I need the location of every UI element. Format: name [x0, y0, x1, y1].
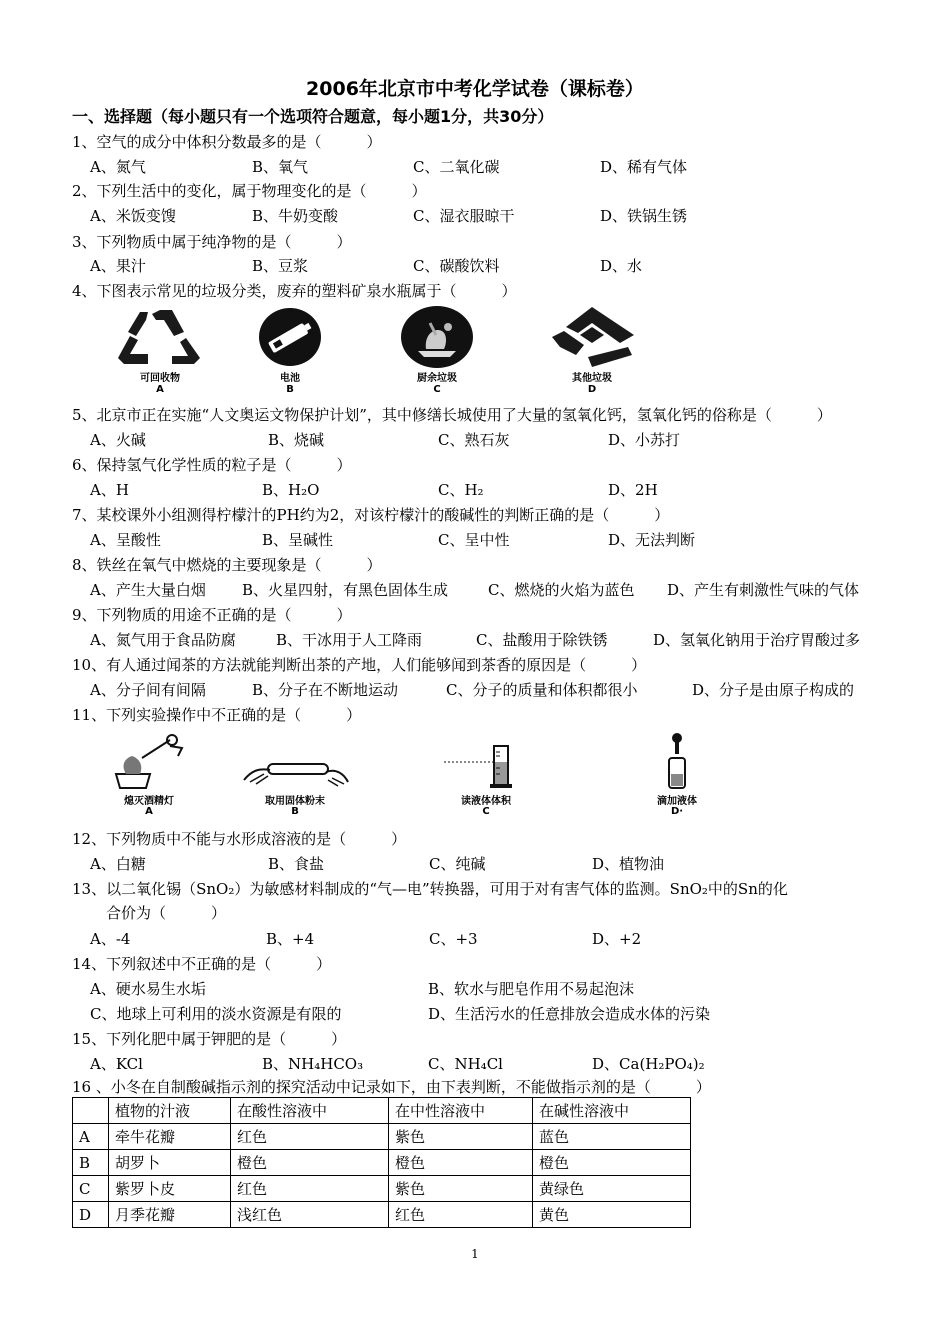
fig11-caption-a: 熄灭酒精灯 [124, 796, 174, 807]
q13-option-d: D、+2 [592, 930, 642, 948]
table-row [73, 1176, 691, 1202]
q2-option-a: A、米饭变馊 [90, 207, 176, 225]
question-12-stem: 12、下列物质中不能与水形成溶液的是（ ） [72, 830, 407, 848]
battery-icon [258, 307, 322, 367]
q13-option-c: C、+3 [429, 930, 478, 948]
table-row [73, 1202, 691, 1228]
question-13-stem-continued: 合价为（ ） [106, 904, 227, 922]
section-heading: 一、选择题（每小题只有一个选项符合题意，每小题1分，共30分） [72, 107, 554, 126]
table-row [73, 1124, 691, 1150]
table-header-cell: 在中性溶液中 [389, 1098, 533, 1124]
q8-option-a: A、产生大量白烟 [90, 581, 206, 599]
q10-option-a: A、分子间有间隔 [90, 681, 206, 699]
indicator-table [72, 1097, 691, 1228]
question-3-stem: 3、下列物质中属于纯净物的是（ ） [72, 233, 352, 251]
question-6-stem: 6、保持氢气化学性质的粒子是（ ） [72, 456, 352, 474]
table-cell: 蓝色 [533, 1124, 691, 1150]
fig4-letter-d: D [587, 384, 597, 395]
q9-option-a: A、氮气用于食品防腐 [90, 631, 236, 649]
table-cell: 浅红色 [231, 1202, 389, 1228]
q5-option-a: A、火碱 [90, 431, 146, 449]
table-cell: 胡罗卜 [109, 1150, 231, 1176]
q14-option-c: C、地球上可利用的淡水资源是有限的 [90, 1005, 342, 1023]
q15-option-a: A、KCl [90, 1055, 143, 1073]
q10-option-b: B、分子在不断地运动 [252, 681, 399, 699]
fig4-caption-d: 其他垃圾 [572, 373, 612, 384]
q10-option-d: D、分子是由原子构成的 [692, 681, 855, 699]
q8-option-b: B、火星四射，有黑色固体生成 [242, 581, 449, 599]
page-title: 2006年北京市中考化学试卷（课标卷） [306, 78, 644, 100]
table-cell: 红色 [389, 1202, 533, 1228]
q15-option-c: C、NH₄Cl [428, 1055, 503, 1073]
question-4-stem: 4、下图表示常见的垃圾分类，废弃的塑料矿泉水瓶属于（ ） [72, 282, 517, 300]
table-header-cell: 植物的汁液 [109, 1098, 231, 1124]
fig11-caption-d: 滴加液体 [657, 796, 697, 807]
q15-option-b: B、NH₄HCO₃ [262, 1055, 364, 1073]
q5-option-d: D、小苏打 [608, 431, 681, 449]
table-cell: 黄绿色 [533, 1176, 691, 1202]
table-header-cell [73, 1098, 109, 1124]
table-cell: 黄色 [533, 1202, 691, 1228]
test-tube-powder-icon [240, 752, 350, 788]
table-cell: 紫色 [389, 1124, 533, 1150]
fig11-caption-b: 取用固体粉末 [265, 796, 325, 807]
table-header-cell: 在酸性溶液中 [231, 1098, 389, 1124]
q2-option-c: C、湿衣服晾干 [413, 207, 515, 225]
q8-option-c: C、燃烧的火焰为蓝色 [488, 581, 635, 599]
table-cell: 橙色 [231, 1150, 389, 1176]
q3-option-c: C、碳酸饮料 [413, 257, 500, 275]
q6-option-a: A、H [90, 481, 129, 499]
q3-option-a: A、果汁 [90, 257, 146, 275]
q7-option-d: D、无法判断 [608, 531, 696, 549]
question-5-stem: 5、北京市正在实施“人文奥运文物保护计划”，其中修缮长城使用了大量的氢氧化钙，氢氧化钙的俗称是（ ） [72, 406, 832, 424]
q8-option-d: D、产生有刺激性气味的气体 [667, 581, 860, 599]
fig11-letter-c: C [482, 806, 490, 817]
fig4-caption-c: 厨余垃圾 [417, 373, 457, 384]
table-cell: A [73, 1124, 109, 1150]
q9-option-c: C、盐酸用于除铁锈 [476, 631, 608, 649]
q13-option-a: A、-4 [90, 930, 131, 948]
alcohol-lamp-icon [112, 734, 186, 790]
q6-option-b: B、H₂O [262, 481, 320, 499]
question-2-stem: 2、下列生活中的变化，属于物理变化的是（ ） [72, 182, 427, 200]
q12-option-d: D、植物油 [592, 855, 665, 873]
q5-option-b: B、烧碱 [268, 431, 325, 449]
q3-option-d: D、水 [600, 257, 643, 275]
question-16-stem: 16 、小冬在自制酸碱指示剂的探究活动中记录如下，由下表判断，不能做指示剂的是（ ） [72, 1078, 711, 1096]
question-15-stem: 15、下列化肥中属于钾肥的是（ ） [72, 1030, 347, 1048]
q9-option-b: B、干冰用于人工降雨 [276, 631, 423, 649]
q1-option-d: D、稀有气体 [600, 158, 688, 176]
table-cell: 橙色 [533, 1150, 691, 1176]
q7-option-b: B、呈碱性 [262, 531, 334, 549]
table-cell: 红色 [231, 1124, 389, 1150]
food-waste-icon [400, 305, 474, 369]
q9-option-d: D、氢氧化钠用于治疗胃酸过多 [653, 631, 861, 649]
question-7-stem: 7、某校课外小组测得柠檬汁的PH约为2，对该柠檬汁的酸碱性的判断正确的是（ ） [72, 506, 670, 524]
other-waste-icon [548, 305, 636, 369]
table-header-row [73, 1098, 691, 1124]
page-number: 1 [471, 1247, 479, 1261]
q14-option-a: A、硬水易生水垢 [90, 980, 206, 998]
fig4-letter-b: B [286, 384, 294, 395]
dropper-icon [664, 732, 690, 790]
table-cell: 牵牛花瓣 [109, 1124, 231, 1150]
question-8-stem: 8、铁丝在氧气中燃烧的主要现象是（ ） [72, 556, 382, 574]
fig4-caption-a: 可回收物 [140, 373, 180, 384]
q1-option-c: C、二氧化碳 [413, 158, 500, 176]
q13-option-b: B、+4 [266, 930, 315, 948]
question-1-stem: 1、空气的成分中体积分数最多的是（ ） [72, 133, 382, 151]
q14-option-d: D、生活污水的任意排放会造成水体的污染 [428, 1005, 711, 1023]
q1-option-b: B、氧气 [252, 158, 309, 176]
question-9-stem: 9、下列物质的用途不正确的是（ ） [72, 606, 352, 624]
q14-option-b: B、软水与肥皂作用不易起泡沫 [428, 980, 635, 998]
question-11-stem: 11、下列实验操作中不正确的是（ ） [72, 706, 362, 724]
fig11-letter-a: A [145, 806, 153, 817]
fig4-letter-c: C [433, 384, 441, 395]
table-cell: B [73, 1150, 109, 1176]
q3-option-b: B、豆浆 [252, 257, 309, 275]
q7-option-a: A、呈酸性 [90, 531, 161, 549]
fig11-caption-c: 读液体体积 [461, 796, 511, 807]
fig11-letter-b: B [291, 806, 299, 817]
table-cell: 紫罗卜皮 [109, 1176, 231, 1202]
fig4-caption-b: 电池 [280, 373, 300, 384]
q15-option-d: D、Ca(H₂PO₄)₂ [592, 1055, 705, 1073]
table-cell: D [73, 1202, 109, 1228]
q10-option-c: C、分子的质量和体积都很小 [446, 681, 638, 699]
fig4-letter-a: A [156, 384, 164, 395]
table-cell: 月季花瓣 [109, 1202, 231, 1228]
fig11-letter-d: D· [670, 806, 684, 817]
q12-option-c: C、纯碱 [429, 855, 486, 873]
question-14-stem: 14、下列叙述中不正确的是（ ） [72, 955, 332, 973]
q7-option-c: C、呈中性 [438, 531, 510, 549]
q1-option-a: A、氮气 [90, 158, 146, 176]
q5-option-c: C、熟石灰 [438, 431, 510, 449]
q6-option-c: C、H₂ [438, 481, 484, 499]
graduated-cylinder-icon [440, 742, 520, 790]
question-10-stem: 10、有人通过闻茶的方法就能判断出茶的产地，人们能够闻到茶香的原因是（ ） [72, 656, 647, 674]
table-row [73, 1150, 691, 1176]
q12-option-a: A、白糖 [90, 855, 146, 873]
q2-option-b: B、牛奶变酸 [252, 207, 339, 225]
q6-option-d: D、2H [608, 481, 658, 499]
q2-option-d: D、铁锅生锈 [600, 207, 688, 225]
question-13-stem: 13、以二氧化锡（SnO₂）为敏感材料制成的“气—电”转换器，可用于对有害气体的监测。SnO₂中的Sn的化 [72, 880, 788, 898]
table-cell: C [73, 1176, 109, 1202]
table-cell: 紫色 [389, 1176, 533, 1202]
q12-option-b: B、食盐 [268, 855, 325, 873]
table-header-cell: 在碱性溶液中 [533, 1098, 691, 1124]
table-cell: 橙色 [389, 1150, 533, 1176]
table-cell: 红色 [231, 1176, 389, 1202]
recycle-icon [112, 306, 208, 368]
